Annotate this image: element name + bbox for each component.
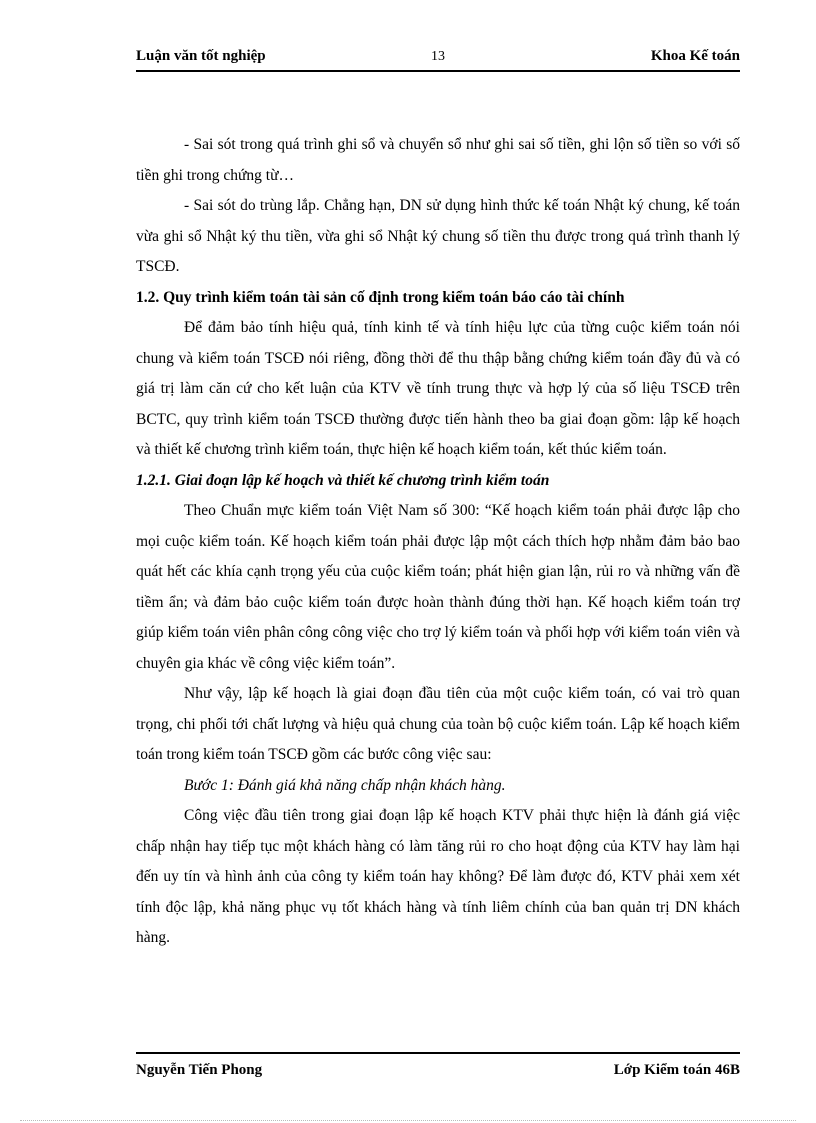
page-number: 13 xyxy=(431,49,445,64)
step-1-heading: Bước 1: Đánh giá khả năng chấp nhận khách hàng. xyxy=(184,776,506,794)
paragraph-2: Theo Chuẩn mực kiểm toán Việt Nam số 300: “Kế hoạch kiểm toán phải được lập cho mọi cuộc kiểm toán. Kế hoạch kiểm toán phải được lập một cách thích hợp nhằm đảm bảo bao quát hết các khía cạnh trọng yếu của cuộc kiểm toán; phát hiện gian lận, rủi ro và những vấn đề tiềm ẩn; và đảm bảo cuộc kiểm toán được hoàn thành đúng thời hạn. Kế hoạch kiểm toán trợ giúp kiểm toán viên phân công công việc cho trợ lý kiểm toán và phối hợp với kiểm toán viên và chuyên gia khác về công việc kiểm toán”. xyxy=(136,502,740,672)
paragraph-4: Công việc đầu tiên trong giai đoạn lập kế hoạch KTV phải thực hiện là đánh giá việc chấp nhận hay tiếp tục một khách hàng có làm tăng rủi ro cho hoạt động của KTV hay làm hại đến uy tín và hình ảnh của công ty kiểm toán hay không? Để làm được đó, KTV phải xem xét tính độc lập, khả năng phục vụ tốt khách hàng và tính liêm chính của ban quản trị DN khách hàng. xyxy=(136,807,740,946)
page-edge-divider xyxy=(20,1120,796,1121)
header-thesis-title: Luận văn tốt nghiệp xyxy=(136,48,266,64)
footer-class: Lớp Kiểm toán 46B xyxy=(613,1062,740,1078)
section-heading-1-2: 1.2. Quy trình kiểm toán tài sản cố định trong kiểm toán báo cáo tài chính xyxy=(136,288,625,306)
paragraph-1: Để đảm bảo tính hiệu quả, tính kinh tế và tính hiệu lực của từng cuộc kiểm toán nói chung và kiểm toán TSCĐ nói riêng, đồng thời để thu thập bằng chứng kiểm toán đầy đủ và có giá trị làm căn cứ cho kết luận của KTV về tính trung thực và hợp lý của số liệu TSCĐ trên BCTC, quy trình kiểm toán TSCĐ thường được tiến hành theo ba giai đoạn gồm: lập kế hoạch và thiết kế chương trình kiểm toán, thực hiện kế hoạch kiểm toán, kết thúc kiểm toán. xyxy=(136,319,740,458)
bullet-paragraph-1: - Sai sót trong quá trình ghi sổ và chuyển sổ như ghi sai số tiền, ghi lộn số tiền so với số tiền ghi trong chứng từ… xyxy=(136,136,740,184)
page-header xyxy=(136,48,740,72)
section-heading-1-2-1: 1.2.1. Giai đoạn lập kế hoạch và thiết kế chương trình kiểm toán xyxy=(136,471,550,489)
paragraph-3: Như vậy, lập kế hoạch là giai đoạn đầu tiên của một cuộc kiểm toán, có vai trò quan trọng, chi phối tới chất lượng và hiệu quả chung của toàn bộ cuộc kiểm toán. Lập kế hoạch kiểm toán trong kiểm toán TSCĐ gồm các bước công việc sau: xyxy=(136,685,740,763)
document-body xyxy=(136,130,740,954)
bullet-paragraph-2: - Sai sót do trùng lắp. Chẳng hạn, DN sử dụng hình thức kế toán Nhật ký chung, kế toán vừa ghi sổ Nhật ký thu tiền, vừa ghi sổ Nhật ký chung số tiền thu được trong quá trình thanh lý TSCĐ. xyxy=(136,197,740,275)
page-footer xyxy=(136,1052,740,1080)
footer-author: Nguyễn Tiến Phong xyxy=(136,1062,263,1078)
header-faculty: Khoa Kế toán xyxy=(650,48,740,64)
